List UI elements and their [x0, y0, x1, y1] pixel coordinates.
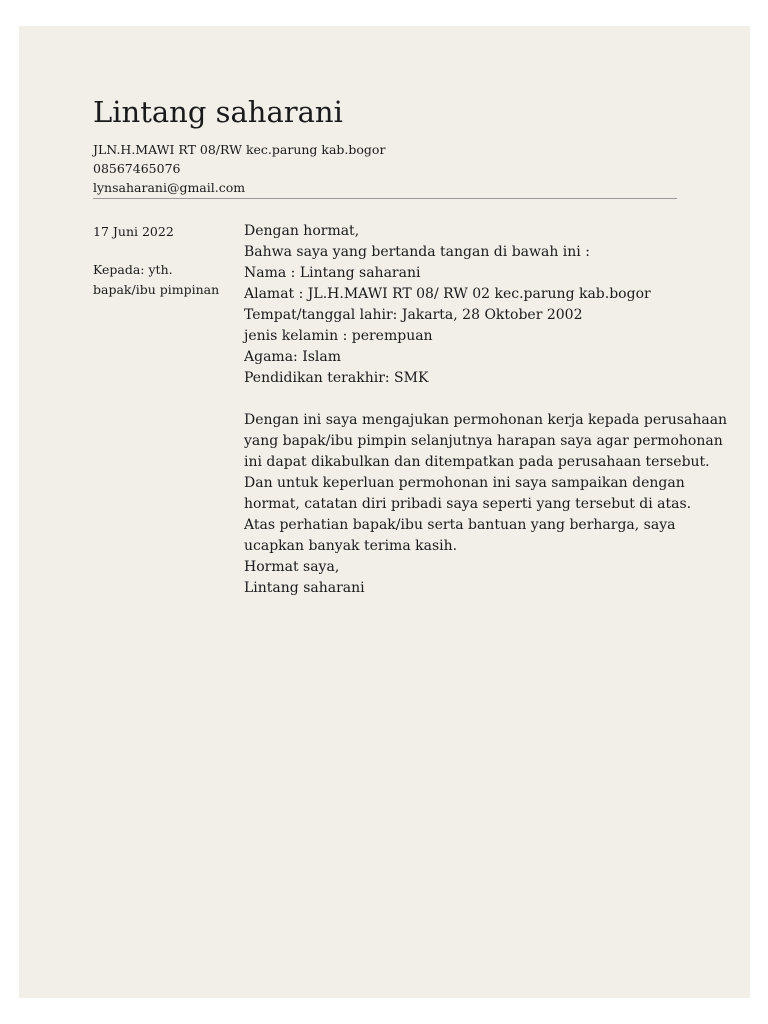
letter-date: 17 Juni 2022 [93, 224, 174, 239]
greeting: Dengan hormat, [244, 223, 360, 239]
recipient-line: Kepada: yth. bapak/ibu pimpinan [93, 262, 220, 297]
letter-body [244, 221, 728, 599]
letter-page [19, 26, 750, 998]
paragraph-line: ini dapat dikabulkan dan ditempatkan pada perusahaan tersebut. [244, 454, 710, 470]
detail-religion: Agama: Islam [244, 349, 342, 365]
header-divider [93, 198, 677, 199]
sender-name-heading: Lintang saharani [93, 95, 343, 129]
contact-block [93, 140, 385, 197]
detail-education: Pendidikan terakhir: SMK [244, 370, 429, 386]
detail-gender: jenis kelamin : perempuan [244, 328, 433, 344]
request-paragraph [244, 410, 728, 557]
paragraph-line: ucapkan banyak terima kasih. [244, 538, 458, 554]
detail-name: Nama : Lintang saharani [244, 265, 421, 281]
paragraph-line: Dan untuk keperluan permohonan ini saya sampaikan dengan [244, 475, 685, 491]
paragraph-line: hormat, catatan diri pribadi saya seperti yang tersebut di atas. [244, 496, 692, 512]
sender-email: lynsaharani@gmail.com [93, 180, 246, 195]
detail-address: Alamat : JL.H.MAWI RT 08/ RW 02 kec.parung kab.bogor [244, 286, 651, 302]
sender-address: JLN.H.MAWI RT 08/RW kec.parung kab.bogor [93, 142, 386, 157]
paragraph-line: Atas perhatian bapak/ibu serta bantuan yang berharga, saya [244, 517, 676, 533]
detail-birth: Tempat/tanggal lahir: Jakarta, 28 Oktober 2002 [244, 307, 583, 323]
paragraph-line: yang bapak/ibu pimpin selanjutnya harapan saya agar permohonan [244, 433, 723, 449]
signature-name: Lintang saharani [244, 580, 365, 596]
closing-salutation: Hormat saya, [244, 559, 340, 575]
paragraph-line: Dengan ini saya mengajukan permohonan kerja kepada perusahaan [244, 412, 728, 428]
intro-line: Bahwa saya yang bertanda tangan di bawah ini : [244, 244, 590, 260]
sender-phone: 08567465076 [93, 161, 181, 176]
